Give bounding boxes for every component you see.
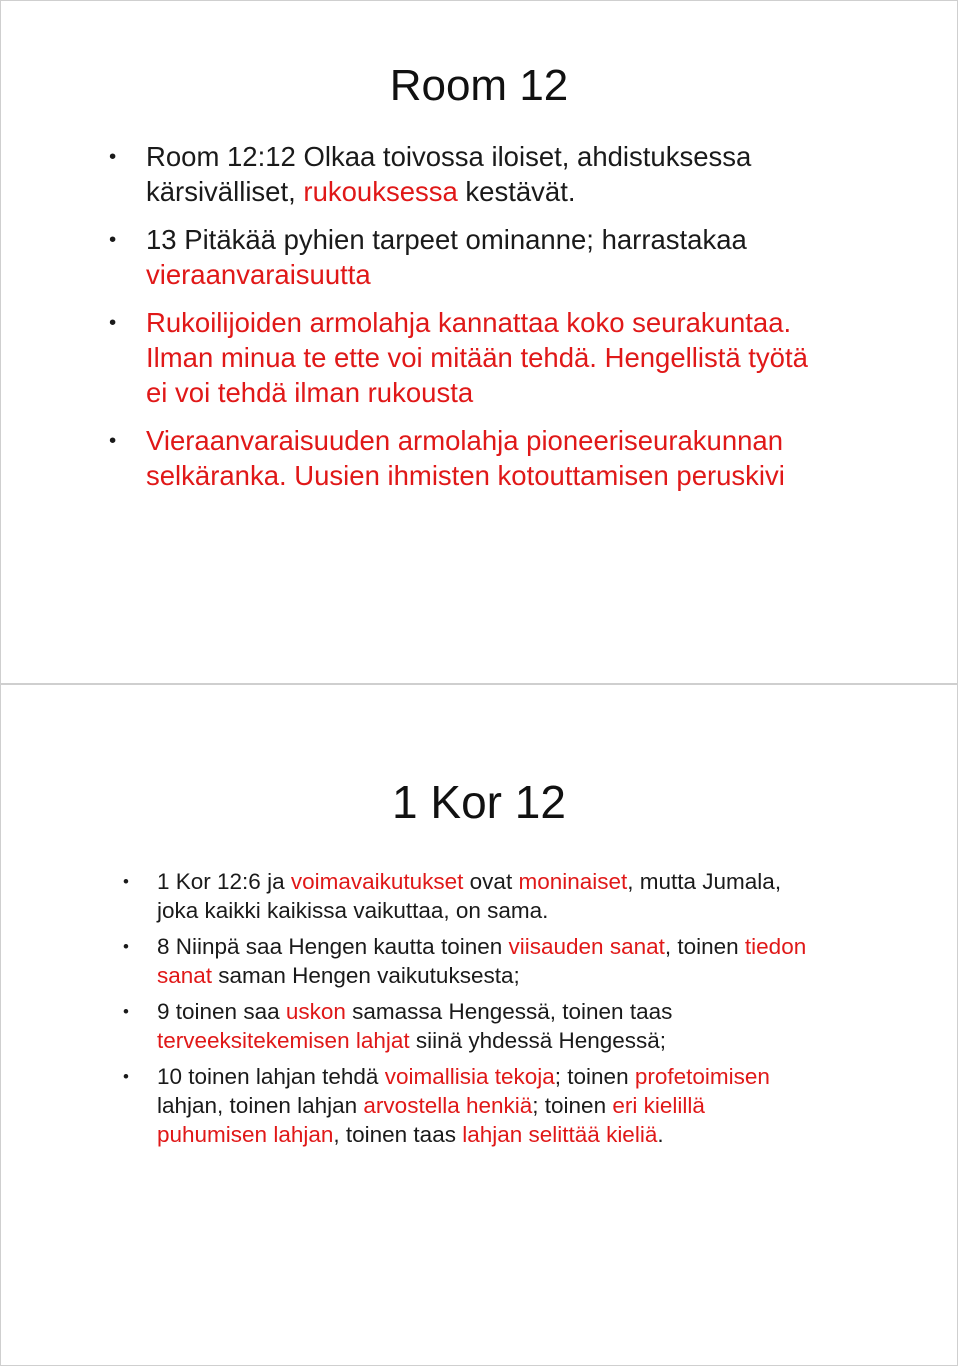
bullet-text: 9 toinen saa — [157, 999, 286, 1024]
bullet-text: lahjan, toinen lahjan — [157, 1093, 364, 1118]
bullet-list — [109, 139, 829, 506]
bullet-dot-icon: • — [123, 1067, 129, 1086]
bullet-text: ; toinen — [532, 1093, 613, 1118]
slide-title: 1 Kor 12 — [392, 776, 566, 828]
highlighted-text: lahjan selittää kieliä — [462, 1122, 658, 1147]
bullet-text: 8 Niinpä saa Hengen kautta toinen — [157, 934, 509, 959]
bullet-dot-icon: • — [109, 429, 117, 452]
highlighted-text: Rukoilijoiden armolahja kannattaa koko seurakuntaa. Ilman minua te ette voi mitään tehdä. Hengellistä työtä ei voi tehdä ilman rukousta — [146, 307, 808, 408]
bullet-item — [123, 932, 813, 990]
highlighted-text: moninaiset — [518, 869, 628, 894]
highlighted-text: terveeksitekemisen lahjat — [157, 1028, 410, 1053]
bullet-item — [109, 139, 829, 209]
highlighted-text: eri kielillä puhumisen lahjan — [157, 1093, 705, 1147]
highlighted-text: profetoimisen — [634, 1064, 770, 1089]
bullet-text: 10 toinen lahjan tehdä — [157, 1064, 385, 1089]
bullet-dot-icon: • — [109, 228, 117, 251]
bullet-dot-icon: • — [109, 311, 117, 334]
bullet-text: 13 Pitäkää pyhien tarpeet ominanne; harrastakaa — [146, 224, 747, 255]
slide-title: Room 12 — [389, 61, 569, 110]
highlighted-text: vieraanvaraisuutta — [146, 259, 371, 290]
bullet-text: 1 Kor 12:6 ja — [157, 869, 291, 894]
slide-room-12 — [0, 0, 958, 684]
bullet-text: ovat — [463, 869, 519, 894]
highlighted-text: tiedon sanat — [157, 934, 807, 988]
bullet-text: , toinen taas — [333, 1122, 463, 1147]
bullet-text: saman Hengen vaikutuksesta; — [212, 963, 520, 988]
bullet-text: ; toinen — [554, 1064, 635, 1089]
bullet-item — [123, 1062, 813, 1149]
bullet-item — [123, 867, 813, 925]
bullet-text: Room 12:12 Olkaa toivossa iloiset, ahdistuksessa kärsivälliset, — [146, 141, 752, 207]
bullet-text: samassa Hengessä, toinen taas — [345, 999, 673, 1024]
bullet-list — [123, 867, 813, 1156]
highlighted-text: voimallisia tekoja — [384, 1064, 555, 1089]
bullet-dot-icon: • — [123, 1002, 129, 1021]
highlighted-text: voimavaikutukset — [290, 869, 464, 894]
highlighted-text: uskon — [285, 999, 346, 1024]
bullet-item — [123, 997, 813, 1055]
bullet-dot-icon: • — [123, 937, 129, 956]
slide-1-kor-12 — [0, 684, 958, 1366]
bullet-item — [109, 423, 829, 493]
bullet-text: kestävät. — [457, 176, 576, 207]
highlighted-text: viisauden sanat — [508, 934, 665, 959]
bullet-item — [109, 305, 829, 410]
bullet-dot-icon: • — [123, 872, 129, 891]
highlighted-text: Vieraanvaraisuuden armolahja pioneeriseurakunnan selkäranka. Uusien ihmisten kotouttamisen peruskivi — [146, 425, 785, 491]
bullet-text: siinä yhdessä Hengessä; — [409, 1028, 667, 1053]
bullet-text: , toinen — [664, 934, 745, 959]
highlighted-text: arvostella henkiä — [363, 1093, 533, 1118]
highlighted-text: rukouksessa — [303, 176, 458, 207]
bullet-text: . — [657, 1122, 664, 1147]
bullet-text: , mutta Jumala, joka kaikki kaikissa vaikuttaa, on sama. — [157, 869, 782, 923]
bullet-dot-icon: • — [109, 145, 117, 168]
bullet-item — [109, 222, 829, 292]
